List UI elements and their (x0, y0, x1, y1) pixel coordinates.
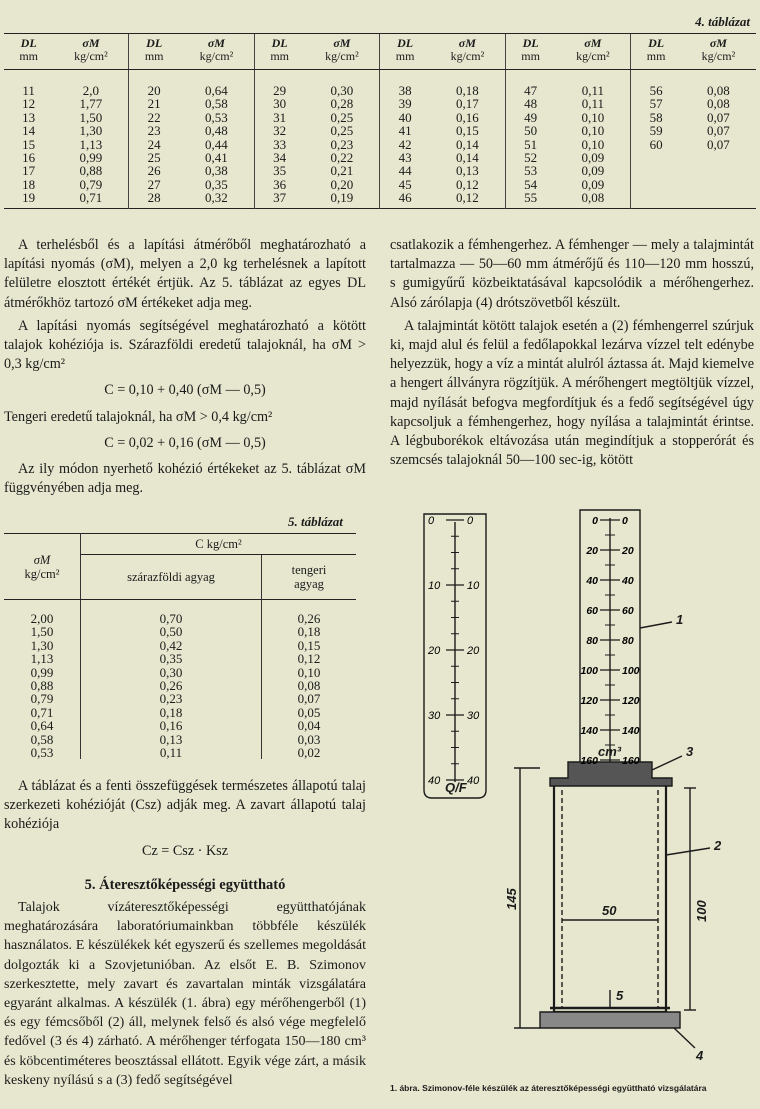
dl-cell: 48 (505, 97, 555, 110)
scale-label: 40 (428, 775, 441, 787)
sigma-cell: 0,14 (456, 150, 479, 166)
table5 (4, 533, 356, 759)
land-cell: 0,11 (81, 746, 262, 759)
left-text-section (4, 898, 366, 1090)
dl-cell: 49 (505, 111, 555, 124)
sigma-cell: 0,10 (581, 136, 605, 152)
dl-cell: 34 (254, 151, 304, 164)
t4-sigma-header: σM kg/cm² (555, 34, 631, 70)
land-cell: 0,23 (81, 692, 262, 705)
sigma-cell: 0,11 (581, 96, 604, 112)
dl-cell: 59 (631, 124, 681, 137)
dl-cell: 51 (505, 138, 555, 151)
leader-2 (666, 848, 710, 855)
sigma-cell: 0,64 (4, 719, 81, 732)
sea-cell: 0,07 (297, 691, 321, 707)
sigma-cell: 1,13 (4, 652, 81, 665)
dl-cell: 50 (505, 124, 555, 137)
sigma-cell: 0,23 (330, 136, 354, 152)
sea-cell: 0,26 (297, 611, 321, 626)
table-row (4, 191, 756, 208)
sigma-cell: 0,17 (456, 96, 479, 112)
scale-label: 30 (428, 710, 441, 722)
table4 (4, 33, 756, 209)
sigma-cell: 0,64 (205, 83, 228, 98)
dl-cell: 41 (380, 124, 430, 137)
sigma-cell: 0,21 (330, 163, 354, 179)
land-cell: 0,26 (81, 679, 262, 692)
sigma-cell: 0,09 (581, 176, 605, 192)
table-row (4, 625, 356, 638)
metal-tube-outer (554, 786, 666, 1012)
sea-cell: 0,05 (297, 704, 321, 720)
dl-cell: 21 (129, 97, 179, 110)
sigma-cell: 0,41 (205, 150, 228, 166)
scale-label: 120 (580, 695, 598, 707)
t4-sigma-header: σM kg/cm² (179, 34, 255, 70)
dl-cell: 42 (380, 138, 430, 151)
t4-dl-header: DL mm (631, 34, 681, 70)
sigma-cell: 0,13 (456, 163, 479, 179)
sigma-cell: 0,12 (456, 190, 479, 206)
left-text-bottom (4, 777, 366, 868)
scale-label: 160 (580, 755, 598, 767)
land-cell: 0,35 (81, 652, 262, 665)
sigma-cell (681, 164, 756, 177)
sea-cell: 0,18 (297, 624, 321, 640)
t4-dl-header: DL mm (505, 34, 555, 70)
sigma-cell: 0,15 (456, 123, 479, 139)
table-row (4, 692, 356, 705)
leader-3 (652, 756, 682, 770)
dl-cell: 43 (380, 151, 430, 164)
scale-label: 160 (622, 755, 640, 767)
t4-dl-header: DL mm (254, 34, 304, 70)
sigma-cell: 0,20 (330, 176, 354, 192)
sigma-cell: 0,44 (205, 136, 228, 152)
sigma-cell: 0,71 (4, 706, 81, 719)
scale-label: 10 (467, 580, 480, 592)
equation-disturbed: Cz = Csz · Ksz (141, 842, 229, 859)
sigma-cell: 0,08 (707, 96, 730, 112)
label-3: 3 (686, 744, 694, 759)
sigma-cell: 1,50 (79, 109, 103, 125)
dl-cell: 18 (22, 176, 36, 192)
table-row (4, 70, 756, 98)
dl-cell: 37 (254, 191, 304, 208)
scale-label: 100 (622, 665, 640, 677)
dl-cell: 44 (380, 164, 430, 177)
left-text-top (4, 236, 366, 498)
sigma-cell: 1,50 (4, 625, 81, 638)
t4-sigma-header: σM kg/cm² (304, 34, 380, 70)
scale-label: 0 (622, 515, 628, 527)
dl-cell: 53 (505, 164, 555, 177)
sigma-cell: 0,79 (79, 176, 103, 192)
sea-cell: 0,15 (297, 637, 321, 653)
table-row (4, 719, 356, 732)
scale-label: 0 (592, 515, 598, 527)
left-paragraph-2: A lapítási nyomás segítségével meghatározható a kötött talajok kohéziója is. Szárazföldi eredetű talajoknál, ha σM > 0,3 kg/cm² (4, 317, 366, 373)
table-row (4, 600, 356, 626)
leader-4 (674, 1028, 695, 1048)
sea-cell: 0,12 (297, 651, 321, 667)
scale-label: 10 (428, 580, 441, 592)
sigma-cell: 0,07 (707, 109, 730, 125)
scale-label: 120 (622, 695, 640, 707)
sigma-cell: 1,77 (79, 96, 103, 112)
t4-sigma-header: σM kg/cm² (681, 34, 756, 70)
dl-cell: 31 (254, 111, 304, 124)
t4-dl-header: DL mm (4, 34, 53, 70)
table-row (4, 97, 756, 110)
sigma-cell: 0,11 (581, 83, 604, 98)
dl-cell: 47 (505, 70, 555, 98)
table5-caption: 5. táblázat (288, 514, 343, 529)
right-paragraph-2: A talajmintát kötött talajok esetén a (2) fémhengerrel szúrjuk ki, majd alul és felül a fedőlapokkal lezárva vízzel telt edénybe helyezzük, hogy a víz a mintát alulról áztassa át. Majd kiemelve a hengert állványra rögzítjük. A mérőhengert megtöltjük vízzel, majd nyílását befogva megfordítjuk és a fedő segítségével úgy kapcsoljuk a fémhengerhez, hogy nyílása a talajmintát érintse. A légbuborékok eltávozása után megindítjuk a stopperórát és szemcsés talajoknál 50—100 sec-ig, kötött (390, 317, 755, 469)
dl-cell: 19 (22, 190, 36, 206)
table-row (4, 164, 756, 177)
sigma-cell: 0,25 (330, 109, 354, 125)
bottom-cap-4 (540, 1012, 680, 1028)
dl-cell: 52 (505, 151, 555, 164)
land-cell: 0,16 (81, 719, 262, 732)
metal-tube-inner (562, 790, 658, 1008)
table-row (4, 706, 356, 719)
scale-label: 60 (586, 605, 598, 617)
sigma-cell: 0,99 (4, 666, 81, 679)
small-tube-label: Q/F (445, 780, 467, 795)
t5-sea-header: tengeri agyag (291, 563, 327, 591)
table-row (4, 178, 756, 191)
sigma-cell: 0,19 (330, 190, 354, 206)
sigma-cell: 0,09 (581, 150, 605, 166)
dl-cell: 13 (22, 109, 36, 125)
label-1: 1 (676, 612, 684, 627)
table-row (4, 138, 756, 151)
table-row (4, 124, 756, 137)
dl-cell: 40 (380, 111, 430, 124)
sigma-cell: 0,99 (79, 150, 103, 166)
t4-sigma-header: σM kg/cm² (53, 34, 129, 70)
scale-label: 0 (428, 515, 435, 527)
left-paragraph-5: A táblázat és a fenti összefüggések természetes állapotú talaj szerkezeti kohézióját (Csz) adják meg. A zavart állapotú talaj kohéziója (4, 778, 366, 833)
dl-cell: 12 (22, 96, 36, 112)
table-row (4, 746, 356, 759)
sea-cell: 0,04 (297, 718, 321, 734)
table-row (4, 639, 356, 652)
figure-apparatus (390, 500, 760, 1080)
t5-land-header: szárazföldi agyag (81, 555, 262, 600)
dl-cell: 17 (22, 163, 36, 179)
sigma-cell: 0,30 (330, 83, 354, 98)
section-heading: 5. Áteresztőképességi együttható (84, 877, 286, 893)
dl-cell: 20 (129, 70, 179, 98)
t4-sigma-header: σM kg/cm² (430, 34, 506, 70)
table-row (4, 733, 356, 746)
sigma-cell: 0,88 (4, 679, 81, 692)
sigma-cell: 0,07 (707, 136, 730, 152)
label-4: 4 (696, 1048, 704, 1063)
dl-cell: 32 (254, 124, 304, 137)
t5-sigma-header: σM (33, 552, 51, 567)
dl-cell: 23 (129, 124, 179, 137)
sigma-cell: 1,30 (4, 639, 81, 652)
sigma-cell: 2,0 (82, 83, 100, 98)
sigma-cell: 0,38 (205, 163, 228, 179)
scale-label: 20 (467, 645, 480, 657)
land-cell: 0,18 (81, 706, 262, 719)
table-row (4, 151, 756, 164)
dl-cell: 33 (254, 138, 304, 151)
dl-cell: 16 (22, 150, 36, 166)
sigma-cell: 0,10 (581, 123, 605, 139)
dl-cell (631, 191, 681, 208)
dl-cell (631, 151, 681, 164)
dl-cell: 36 (254, 178, 304, 191)
sigma-cell: 0,09 (581, 163, 605, 179)
label-5: 5 (616, 988, 624, 1003)
left-paragraph-4: Az ily módon nyerhető kohézió értékeket az 5. táblázat σM függvényében adja meg. (4, 461, 366, 497)
scale-label: 140 (580, 725, 598, 737)
left-paragraph-6: Talajok vízáteresztőképességi együtthatójának meghatározására laboratóriumainkban többféle készülék használatos. E készülékek két egyszerű és szellemes megoldását dolgozták ki a Szovjetunióban. Az elsőt E. B. Szimonov szerkesztette, mely zavart és zavartalan minták vizsgálatára egyaránt alkalmas. A készülék (1. ábra) egy mérőhengerből (1) és egy fémcsőből (2) áll, melynek felső és alsó vége megfelelő fedővel (3 és 4) zárható. A mérőhenger térfogata 150—180 cm³ és köbcentiméteres beosztással ellátott. Egyik vége zárt, a másik keskeny nyílású s a (3) fedő segítségével (4, 900, 366, 1088)
sigma-cell: 0,18 (456, 83, 479, 98)
sigma-cell: 0,07 (707, 123, 730, 139)
sigma-cell: 0,08 (707, 83, 730, 98)
sigma-cell: 0,25 (330, 123, 354, 139)
sigma-cell: 0,28 (330, 96, 354, 112)
sea-cell: 0,08 (297, 678, 321, 694)
scale-label: 20 (428, 645, 441, 657)
sigma-cell: 0,14 (456, 136, 479, 152)
scale-label: 40 (467, 775, 480, 787)
sigma-cell (681, 178, 756, 191)
dl-cell: 58 (631, 111, 681, 124)
dl-cell: 14 (22, 123, 36, 139)
sigma-cell: 1,30 (79, 123, 103, 139)
table-row (4, 111, 756, 124)
dl-cell: 24 (129, 138, 179, 151)
dl-cell: 11 (22, 83, 35, 98)
dl-cell (631, 178, 681, 191)
land-cell: 0,70 (81, 600, 262, 626)
dl-cell: 35 (254, 164, 304, 177)
dim-50-text: 50 (602, 903, 617, 918)
sigma-cell: 0,58 (205, 96, 228, 112)
sigma-cell: 0,08 (581, 190, 605, 206)
sigma-cell: 2,00 (4, 600, 81, 626)
sigma-cell: 0,22 (330, 150, 354, 166)
dl-cell: 55 (505, 191, 555, 208)
t4-dl-header: DL mm (380, 34, 430, 70)
scale-label: 20 (622, 545, 634, 557)
scale-label: 80 (622, 635, 634, 647)
cylinder-unit: cm³ (598, 744, 622, 759)
equation-land: C = 0,10 + 0,40 (σM — 0,5) (104, 382, 266, 399)
sea-cell: 0,10 (297, 664, 321, 680)
sigma-cell: 0,71 (79, 190, 103, 206)
cap-3 (550, 762, 672, 786)
sigma-cell: 0,58 (4, 733, 81, 746)
small-tube-scale (427, 515, 480, 787)
dl-cell: 39 (380, 97, 430, 110)
table4-caption: 4. táblázat (695, 14, 750, 29)
figure-caption: 1. ábra. Szimonov-féle készülék az áteresztőképességi együttható vizsgálatára (390, 1083, 707, 1093)
dl-cell: 38 (380, 70, 430, 98)
table-row (4, 652, 356, 665)
dl-cell: 22 (129, 111, 179, 124)
scale-label: 40 (622, 575, 634, 587)
sigma-cell: 0,48 (205, 123, 228, 139)
t4-dl-header: DL mm (129, 34, 179, 70)
label-2: 2 (714, 838, 722, 853)
scale-label: 100 (580, 665, 598, 677)
dl-cell: 26 (129, 164, 179, 177)
table-row (4, 666, 356, 679)
dl-cell (631, 164, 681, 177)
scale-label: 60 (622, 605, 634, 617)
sigma-cell: 0,32 (205, 190, 228, 206)
dl-cell: 54 (505, 178, 555, 191)
sigma-cell: 0,88 (79, 163, 103, 179)
land-cell: 0,30 (81, 666, 262, 679)
sigma-cell: 1,13 (79, 136, 103, 152)
land-cell: 0,42 (81, 639, 262, 652)
land-cell: 0,13 (81, 733, 262, 746)
left-paragraph-1: A terhelésből és a lapítási átmérőből meghatározható a lapítási nyomás (σM), melyen a 2,0 kg terhelésnek a lapított felületre elosztott értékét értjük. Az 5. táblázat az egyes DL átmérőkhöz tartozó σM értékeket adja meg. (4, 237, 366, 311)
sigma-cell: 0,16 (456, 109, 479, 125)
sea-cell: 0,03 (297, 731, 321, 747)
scale-label: 140 (622, 725, 640, 737)
dl-cell: 60 (631, 138, 681, 151)
t5-c-header: C kg/cm² (81, 534, 357, 555)
sigma-cell (681, 151, 756, 164)
right-paragraph-1: csatlakozik a fémhengerhez. A fémhenger — mely a talajmintát tartalmazza — 50—60 mm átmérőjű és 110—120 mm hosszú, s gumigyűrű közbeiktatásával kapcsolódik a mérőhengerhez. Alsó zárólapja (4) drótszövetből készült. (390, 237, 754, 311)
sigma-cell: 0,12 (456, 176, 479, 192)
dl-cell: 56 (631, 70, 681, 98)
dl-cell: 29 (254, 70, 304, 98)
right-text (390, 236, 754, 470)
dl-cell: 46 (380, 191, 430, 208)
sea-cell: 0,02 (297, 745, 321, 761)
dl-cell: 25 (129, 151, 179, 164)
leader-1 (640, 622, 672, 628)
sigma-cell: 0,35 (205, 176, 228, 192)
sigma-cell (681, 191, 756, 208)
scale-label: 30 (467, 710, 480, 722)
dl-cell: 30 (254, 97, 304, 110)
scale-label: 0 (467, 515, 474, 527)
dim-145-text: 145 (504, 888, 519, 910)
left-paragraph-3: Tengeri eredetű talajoknál, ha σM > 0,4 kg/cm² (4, 408, 273, 425)
land-cell: 0,50 (81, 625, 262, 638)
sigma-cell: 0,53 (4, 746, 81, 759)
dl-cell: 45 (380, 178, 430, 191)
dim-100-text: 100 (694, 900, 709, 922)
sigma-cell: 0,53 (205, 109, 228, 125)
dl-cell: 15 (22, 136, 36, 152)
dl-cell: 27 (129, 178, 179, 191)
table-row (4, 679, 356, 692)
scale-label: 40 (586, 575, 598, 587)
equation-sea: C = 0,02 + 0,16 (σM — 0,5) (104, 434, 266, 451)
scale-label: 20 (586, 545, 598, 557)
sigma-cell: 0,79 (4, 692, 81, 705)
sigma-cell: 0,10 (581, 109, 605, 125)
scale-label: 80 (586, 635, 598, 647)
dl-cell: 28 (129, 191, 179, 208)
t5-sigma-unit: kg/cm² (24, 566, 60, 581)
dl-cell: 57 (631, 97, 681, 110)
